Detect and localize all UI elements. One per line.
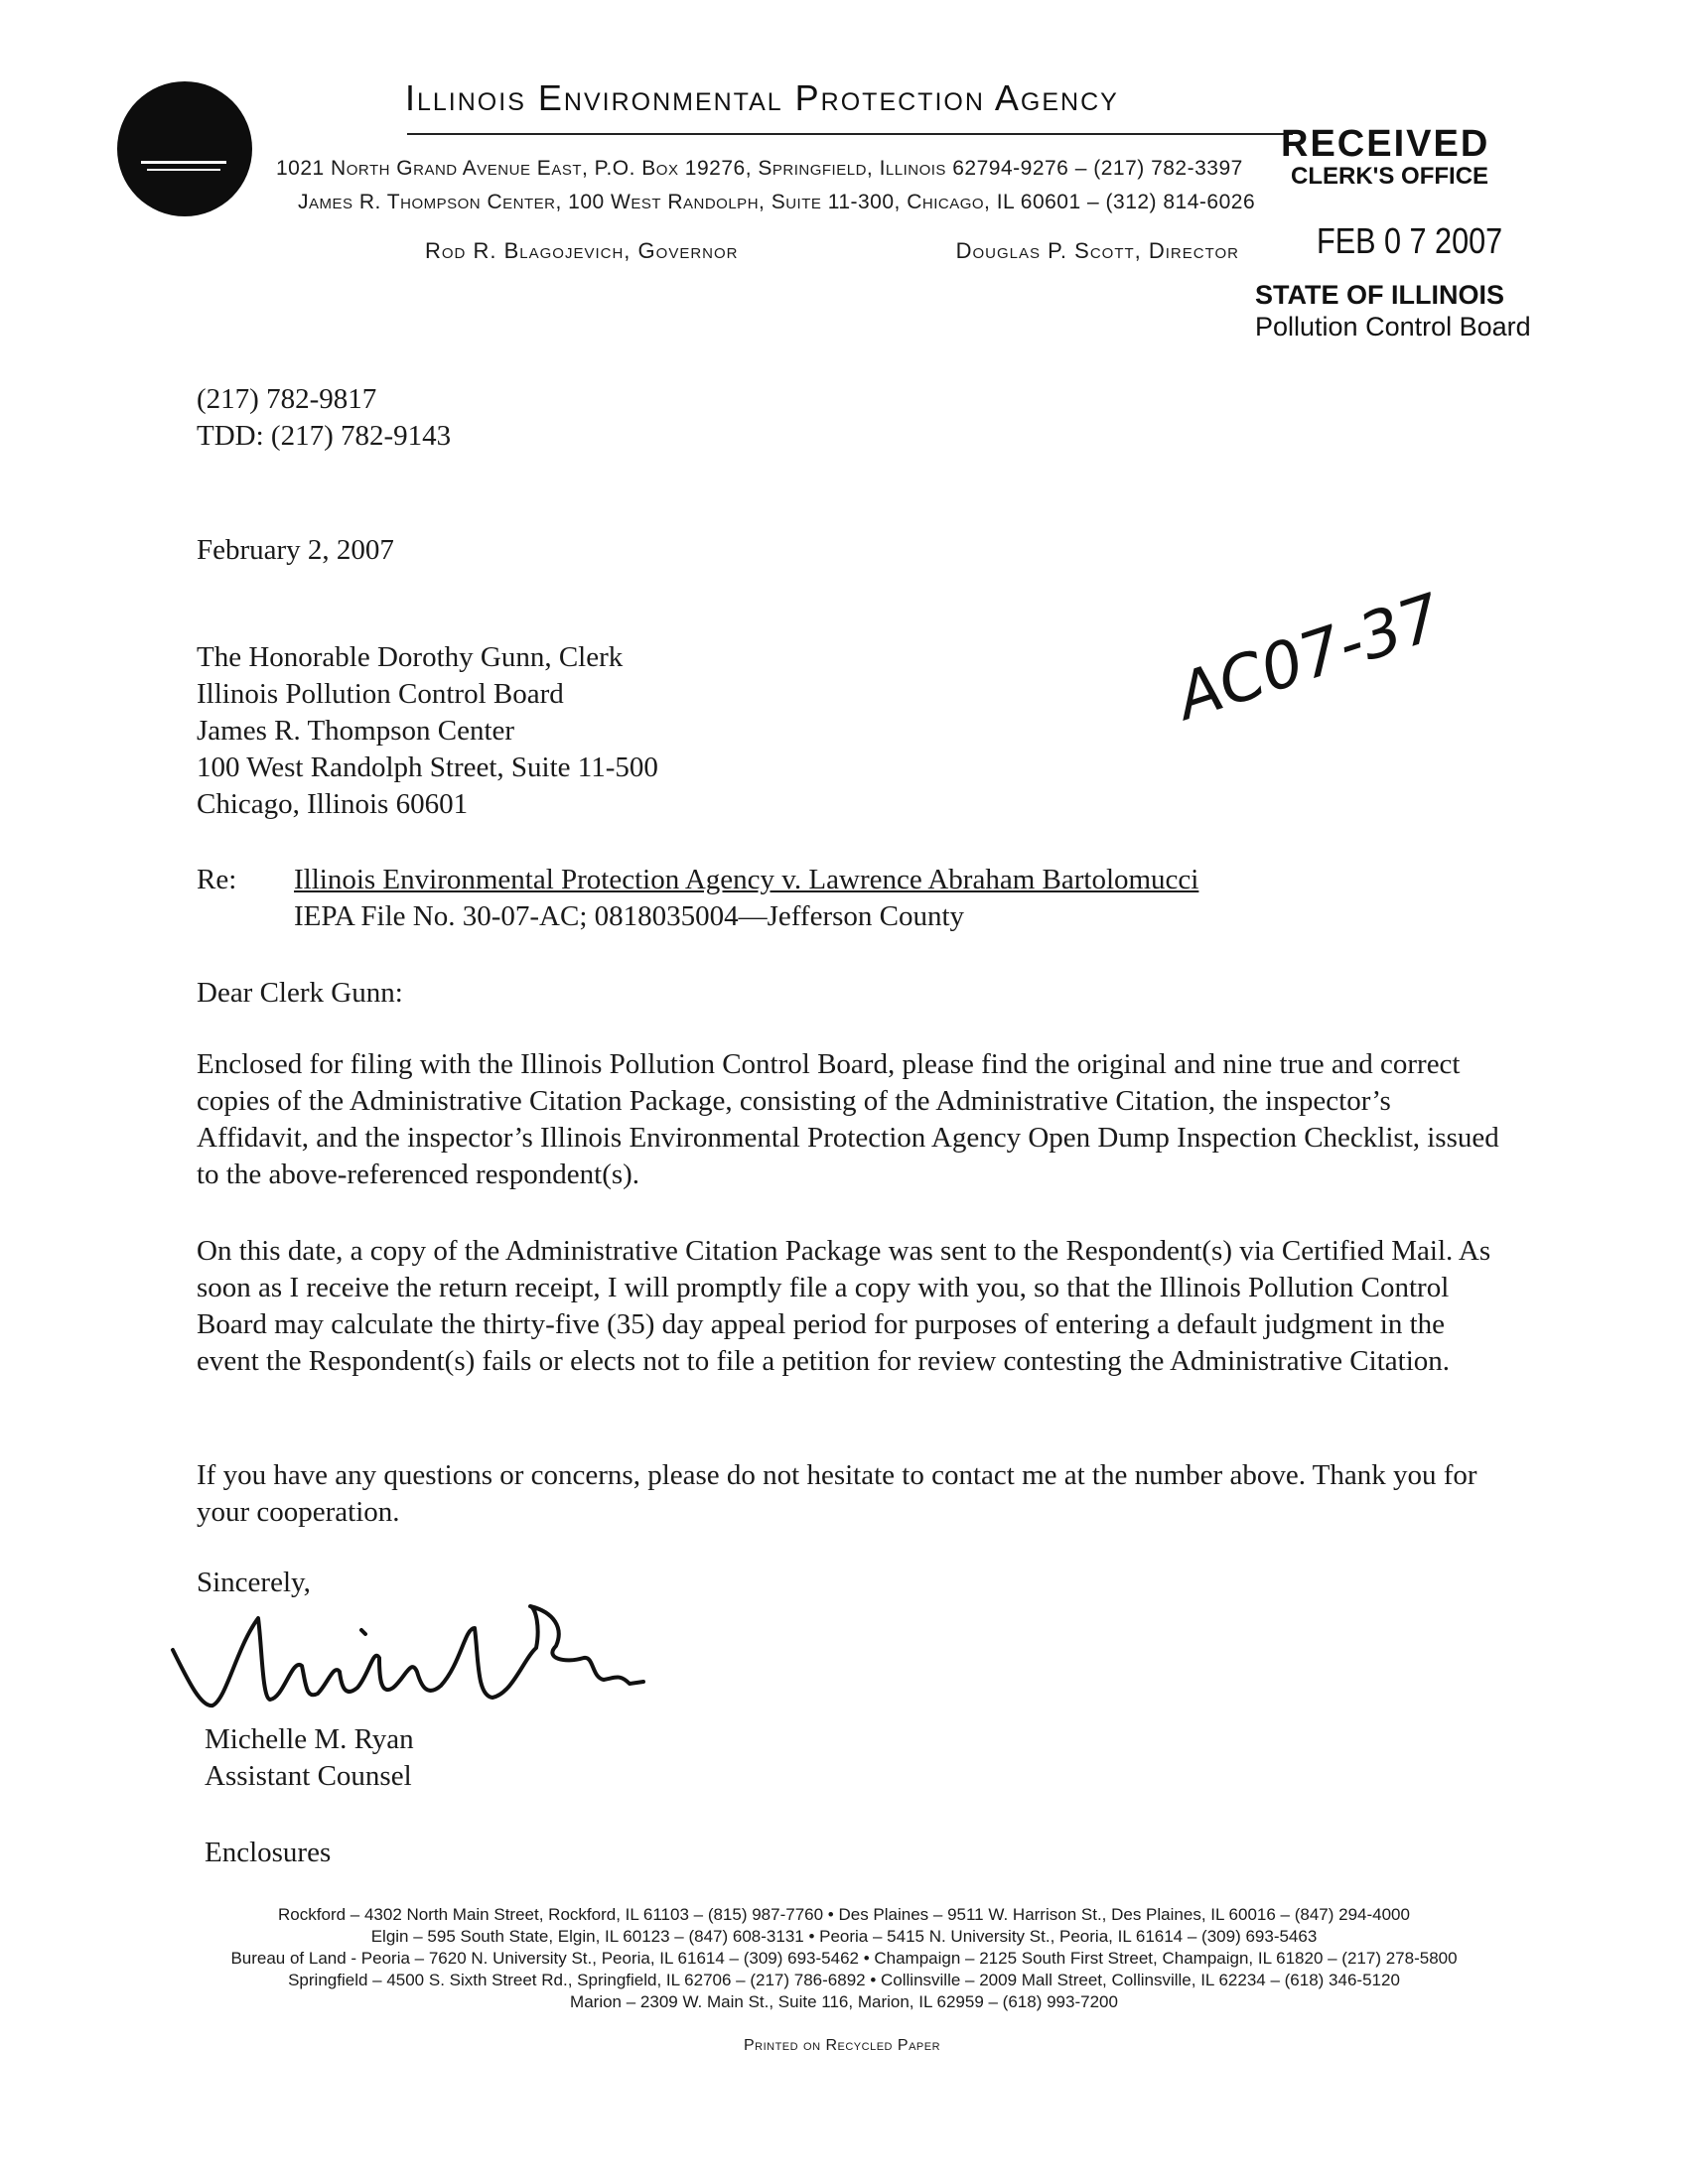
enclosures-note: Enclosures [205,1837,332,1868]
addressee-line: James R. Thompson Center [197,715,515,747]
signer-name: Michelle M. Ryan [205,1723,414,1755]
closing: Sincerely, [197,1567,311,1598]
case-title: Illinois Environmental Protection Agency v. Lawrence Abraham Bartolomucci [294,864,1199,895]
clerks-office-stamp: CLERK'S OFFICE [1291,163,1489,190]
addressee-line: 100 West Randolph Street, Suite 11-500 [197,751,658,783]
file-number: IEPA File No. 30-07-AC; 0818035004—Jefferson County [294,900,965,932]
body-paragraph: On this date, a copy of the Administrative Citation Package was sent to the Respondent(s) via Certified Mail. As soon as I receive the return receipt, I will promptly file a copy with you, so that the Illinois Pollution Control Board may calculate the thirty-five (35) day appeal period for purposes of entering a default judgment in the event the Respondent(s) fails or elects not to file a petition for review contesting the Administrative Citation. [197,1235,1491,1377]
body-paragraph: If you have any questions or concerns, please do not hesitate to contact me at the number above. Thank you for your cooperation. [197,1459,1477,1528]
footer-line: Springfield – 4500 S. Sixth Street Rd., Springfield, IL 62706 – (217) 786-6892 • Collinsville – 2009 Mall Street, Collinsville, IL 62234 – (618) 346-5120 [288,1971,1400,1989]
phone-number: (217) 782-9817 [197,383,377,415]
salutation: Dear Clerk Gunn: [197,977,403,1009]
handwritten-case-number: AC07-37 [1168,581,1451,736]
received-stamp: RECEIVED [1281,123,1490,165]
letterhead-divider [407,133,1293,135]
addressee-block [197,639,658,823]
signer-title: Assistant Counsel [205,1760,412,1792]
contact-block [197,381,451,455]
tdd-number: TDD: (217) 782-9143 [197,420,452,452]
addressee-line: The Honorable Dorothy Gunn, Clerk [197,641,624,673]
recycled-paper-note: Printed on Recycled Paper [743,2037,941,2054]
footer-line: Marion – 2309 W. Main St., Suite 116, Marion, IL 62959 – (618) 993-7200 [570,1992,1118,2011]
letter-date: February 2, 2007 [197,534,394,566]
body-paragraph: Enclosed for filing with the Illinois Pollution Control Board, please find the original and nine true and correct copies of the Administrative Citation Package, consisting of the Administrative Citation, the inspector’s Affidavit, and the inspector’s Illinois Environmental Protection Agency Open Dump Inspection Checklist, issued to the above-referenced respondent(s). [197,1048,1499,1190]
stamp-board: Pollution Control Board [1255,312,1531,341]
logo-band-lower [147,169,220,171]
stamp-state: STATE OF ILLINOIS [1255,280,1504,310]
springfield-address: 1021 North Grand Avenue East, P.O. Box 19276, Springfield, Illinois 62794-9276 – (217) 782-3397 [276,157,1243,180]
regional-offices-footer [99,1904,1589,2013]
signer-block [205,1721,414,1795]
agency-logo [117,81,252,216]
director: Douglas P. Scott, Director [955,238,1239,263]
footer-line: Rockford – 4302 North Main Street, Rockford, IL 61103 – (815) 987-7760 • Des Plaines – 9511 W. Harrison St., Des Plaines, IL 60016 – (847) 294-4000 [278,1905,1410,1924]
stamp-date: FEB 0 7 2007 [1317,220,1503,261]
logo-band [141,161,226,164]
addressee-line: Illinois Pollution Control Board [197,678,564,710]
agency-name: Illinois Environmental Protection Agency [405,77,1119,118]
chicago-address: James R. Thompson Center, 100 West Randolph, Suite 11-300, Chicago, IL 60601 – (312) 814-6026 [298,191,1256,213]
officials-line [425,238,1239,264]
addressee-line: Chicago, Illinois 60601 [197,788,469,820]
footer-line: Elgin – 595 South State, Elgin, IL 60123 – (847) 608-3131 • Peoria – 5415 N. University St., Peoria, IL 61614 – (309) 693-5463 [370,1927,1318,1946]
signature [167,1588,782,1727]
footer-line: Bureau of Land - Peoria – 7620 N. University St., Peoria, IL 61614 – (309) 693-5462 • Champaign – 2125 South First Street, Champaign, IL 61820 – (217) 278-5800 [230,1949,1458,1968]
governor: Rod R. Blagojevich, Governor [425,238,739,263]
re-label: Re: [197,864,237,895]
